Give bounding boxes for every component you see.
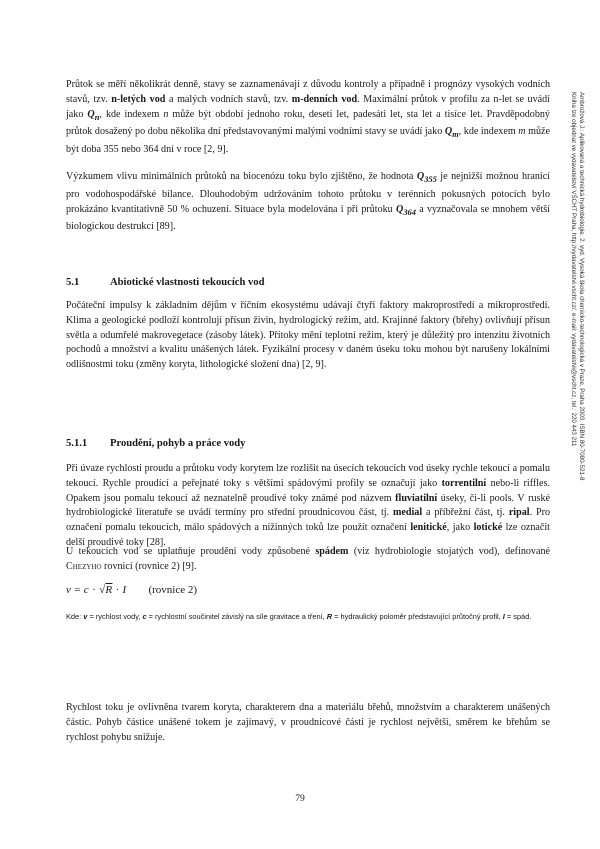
paragraph-5: U tekoucích vod se uplatňuje proudění vody způsobené spádem (viz hydrobiologie stojatých vod), definované Chezyho rovnicí (rovnice 2) [9]. — [66, 546, 550, 572]
paragraph-2: Výzkumem vlivu minimálních průtoků na biocenózu toku bylo zjištěno, že hodnota $Q_{355}$ je nejnižší možnou hranicí pro vodohospodářské bilance. Dlouhodobým udržováním tohoto průtoku v terénních pokusných potocích bylo prokázáno kvantitativně 50 % ochuzení. Situace byla modelována i při průtoku $Q_{364}$ a vyznačovala se mnohem větší biologickou destrukcí [89]. — [66, 171, 550, 233]
section-heading-5-1: 5.1 Abiotické vlastnosti tekoucích vod — [66, 277, 265, 288]
page-number: 79 — [295, 793, 305, 804]
side-note-line2: Kniha lze objednat ve vydavatelství VŠCHT Praha, http://vydavatelstvi.vscht.cz/, e-mail: vydavatelstvi@vscht.cz, tel.: 220 443 211 — [569, 92, 577, 447]
equation-chezy: v = c · √R · I (rovnice 2) — [66, 584, 198, 596]
paragraph-4: Při úvaze rychlosti proudu a průtoku vody korytem lze rozlišit na úsecích tekoucích vod úseky rychle tekoucí a pomalu tekoucí. Rychle proudící a peřejnaté toky s většími spádovými profily se označují jako torrentilní nebo-li riffles. Opakem jsou pomalu tekoucí až neznatelně proudivé toky známé pod názvem fluviatilní úseky, či-li pools. V ruské hydrobiologické literatuře se uvádí termíny pro střední proudnicovou část, tj. medial a příbřežní část, tj. ripal. Pro označení pomalu tekoucích, málo spádových a nížinných toků lze použít označení lenitické, jako lotické lze označit delší proudivé toky [28]. — [66, 463, 550, 548]
section-heading-5-1-1: 5.1.1 Proudění, pohyb a práce vody — [66, 438, 246, 449]
equation-legend: Kde: v = rychlost vody, c = rychlostní součinitel závislý na síle gravitace a tření, R = hydraulický poloměr představující průtočný profil, I = spád. — [66, 612, 532, 621]
paragraph-1: Průtok se měří několikrát denně, stavy se zaznamenávají z důvodu kontroly a případně i prognózy vysokých vodních stavů, tzv. n-letých vod a malých vodních stavů, tzv. m-denních vod. Maximální průtok v profilu za n-let se uvádí jako $Q_n$, kde indexem n může být období jednoho roku, deseti let, padesáti let, sta let a tisíce let. Pravděpodobný průtok dosažený po dobu několika dní představovanými malými vodními stavy se uvádí jako $Q_m$, kde indexem m může být doba 355 nebo 364 dní v roce [2, 9]. — [66, 79, 550, 156]
paragraph-6: Rychlost toku je ovlivněna tvarem koryta, charakterem dna a materiálu břehů, množstvím a charakterem unášených částic. Pohyb částice unášené tokem je zajímavý, v proudnicové části je rychlost největší, směrem ke břehům se rychlost pohybu snižuje. — [66, 702, 550, 743]
side-note — [571, 92, 585, 552]
side-note-line1: Ambrožová J.: Aplikovaná a technická hydrobiologie. 2. vyd. Vysoká škola chemicko-technologická v Praze, Praha 2003. ISBN 80-7080-521-8 — [578, 92, 585, 481]
equation-label: (rovnice 2) — [148, 584, 198, 596]
paragraph-3: Počáteční impulsy k základním dějům v říčním ekosystému udávají čtyři faktory makroprostředí a mikroprostředí. Klima a geologické podloží kontrolují přísun živin, hydrologický režim, atd. Krajinné faktory (břehy) ovlivňují přísun světla a odumřelé makrovegetace (zásoby látek). Přítoky mění teplotní režim, který je důležitý pro intenzitu životních pochodů a množství a kvalitu unášených látek. Fyzikální procesy v daném úseku toku mohou být narušeny lokálními odlišnostmi toku (změny koryta, lithologické složení dna) [2, 9]. — [66, 300, 550, 371]
